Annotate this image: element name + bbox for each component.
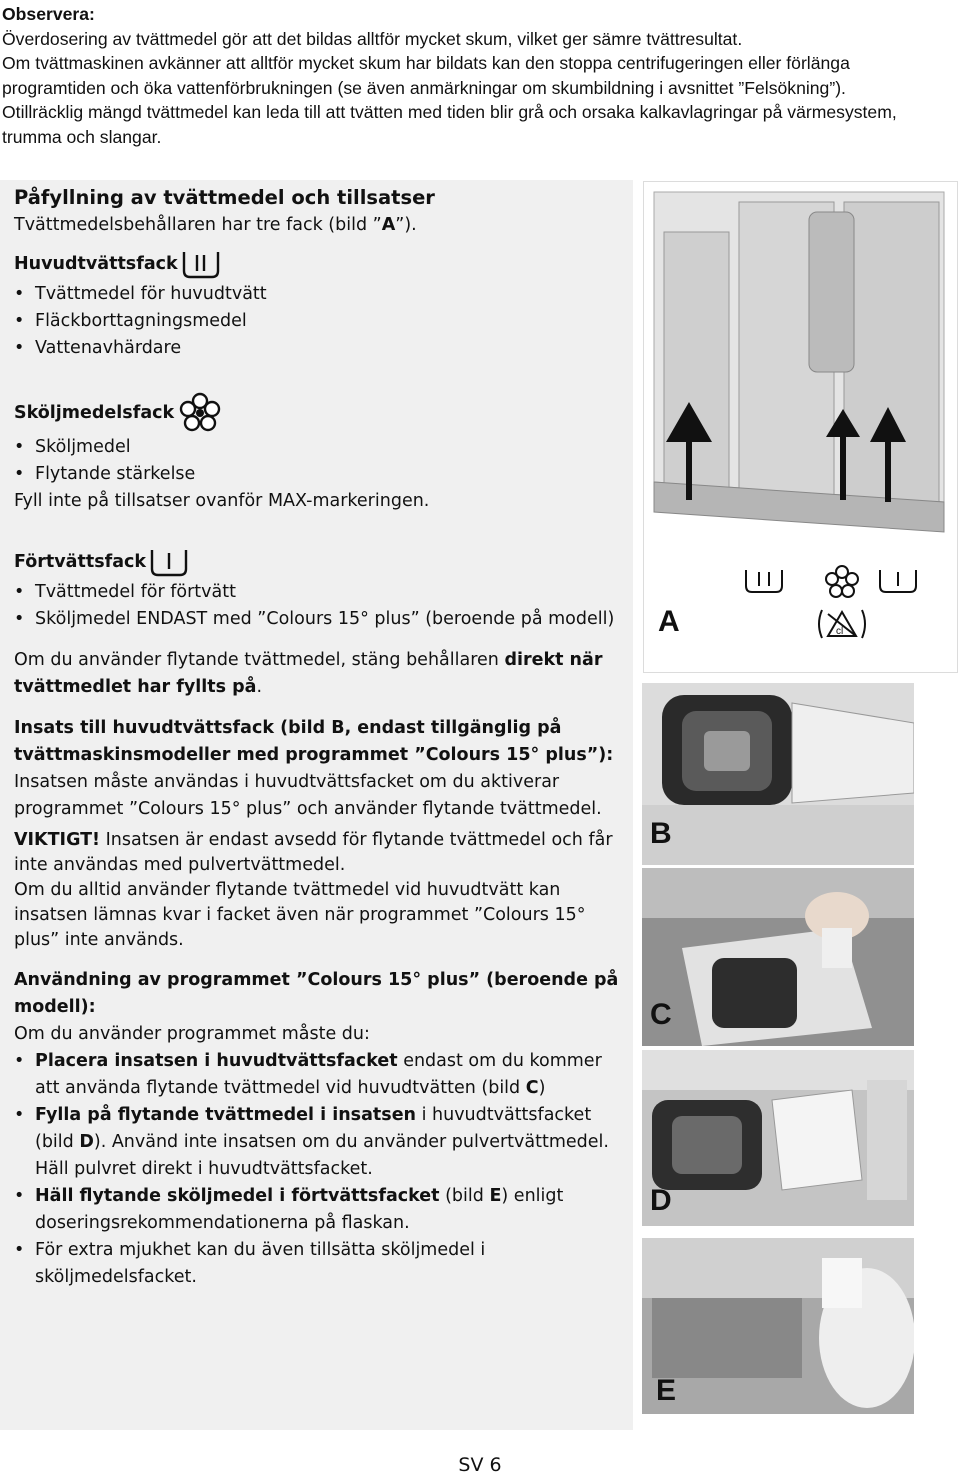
dispenser-drawer-illustration — [644, 182, 957, 672]
figure-a-label: A — [658, 605, 680, 638]
softener-list — [14, 434, 624, 488]
figure-b-insert-photo — [642, 683, 914, 865]
usage-intro: Om du använder programmet måste du: — [14, 1024, 370, 1044]
filling-insert-photo — [642, 1050, 914, 1226]
main-wash-heading: Huvudtvättsfack — [14, 247, 624, 281]
left-column — [14, 184, 624, 1291]
list-item: • Fläckborttagningsmedel — [14, 308, 624, 335]
figure-d-filling-insert-photo — [642, 1050, 914, 1226]
pouring-softener-photo — [642, 1238, 914, 1414]
placing-insert-photo — [642, 868, 914, 1046]
observe-heading: Observera: — [2, 4, 95, 24]
figure-c-label: C — [650, 998, 672, 1031]
list-item: • Häll flytande sköljmedel i förtvättsfacket (bild E) enligt doseringsrekommendationerna på flaskan. — [14, 1183, 624, 1237]
list-item: • Sköljmedel — [14, 434, 624, 461]
intro-line-3: Otillräcklig mängd tvättmedel kan leda till att tvätten med tiden blir grå och orsaka kalkavlagringar på värmesystem, trumma och slangar. — [2, 102, 897, 147]
list-item: • För extra mjukhet kan du även tillsätta sköljmedel i sköljmedelsfacket. — [14, 1237, 624, 1291]
important-note: VIKTIGT! Insatsen är endast avsedd för flytande tvättmedel och får inte användas med pulvertvättmedel. — [14, 830, 613, 875]
softener-heading: Sköljmedelsfack — [14, 392, 624, 434]
prewash-list — [14, 579, 624, 633]
main-wash-compartment-icon — [746, 570, 782, 592]
figure-a-dispenser-drawer — [643, 181, 958, 673]
intro-line-2: Om tvättmaskinen avkänner att alltför mycket skum har bildats kan den stoppa centrifugeringen eller förlänga programtiden och öka vattenförbrukningen (se även anmärkningar om skumbildning i avsnittet ”Felsökning”). — [2, 53, 850, 98]
list-item: • Sköljmedel ENDAST med ”Colours 15° plus” (beroende på modell) — [14, 606, 624, 633]
list-item: • Vattenavhärdare — [14, 335, 624, 362]
section-subtitle: Tvättmedelsbehållaren har tre fack (bild ”A”). — [14, 215, 417, 235]
insert-text: Insatsen måste användas i huvudtvättsfacket om du aktiverar programmet ”Colours 15° plus” och använder flytande tvättmedel. — [14, 772, 602, 819]
main-wash-list — [14, 281, 624, 362]
prewash-heading: Förtvättsfack — [14, 545, 624, 579]
flower-softener-icon — [178, 392, 222, 434]
figure-d-label: D — [650, 1184, 672, 1217]
figure-c-placing-insert-photo — [642, 868, 914, 1046]
insert-heading: Insats till huvudtvättsfack (bild B, endast tillgänglig på tvättmaskinsmodeller med programmet ”Colours 15° plus”): — [14, 718, 614, 765]
usage-list — [14, 1048, 624, 1291]
list-item: • Placera insatsen i huvudtvättsfacket endast om du kommer att använda flytande tvättmedel vid huvudtvätten (bild C) — [14, 1048, 624, 1102]
list-item: • Tvättmedel för huvudtvätt — [14, 281, 624, 308]
flower-softener-icon — [826, 566, 858, 597]
always-liquid-note: Om du alltid använder flytande tvättmedel vid huvudtvätt kan insatsen lämnas kvar i facket även när programmet ”Colours 15° plus” inte används. — [14, 880, 586, 950]
chlorine-mark: cl — [836, 626, 844, 637]
list-item: • Tvättmedel för förtvätt — [14, 579, 624, 606]
intro-block — [2, 2, 957, 149]
prewash-compartment-icon — [150, 547, 188, 577]
section-title: Påfyllning av tvättmedel och tillsatser — [14, 186, 435, 209]
liquid-note: Om du använder flytande tvättmedel, stäng behållaren direkt när tvättmedlet har fyllts på. — [14, 650, 603, 697]
main-wash-compartment-icon — [182, 249, 220, 279]
softener-note: Fyll inte på tillsatser ovanför MAX-markeringen. — [14, 491, 430, 511]
list-item: • Flytande stärkelse — [14, 461, 624, 488]
figure-e-pouring-softener-photo — [642, 1238, 914, 1414]
usage-heading: Användning av programmet ”Colours 15° plus” (beroende på modell): — [14, 970, 619, 1017]
figure-b-label: B — [650, 817, 672, 850]
figure-e-label: E — [656, 1374, 677, 1407]
list-item: • Fylla på flytande tvättmedel i insatsen i huvudtvättsfacket (bild D). Använd inte insatsen om du använder pulvertvättmedel. Häll pulvret direkt i huvudtvättsfacket. — [14, 1102, 624, 1183]
prewash-compartment-icon — [880, 570, 916, 592]
page-number: SV 6 — [458, 1454, 502, 1476]
insert-photo — [642, 683, 914, 865]
intro-line-1: Överdosering av tvättmedel gör att det bildas alltför mycket skum, vilket ger sämre tvättresultat. — [2, 28, 743, 49]
